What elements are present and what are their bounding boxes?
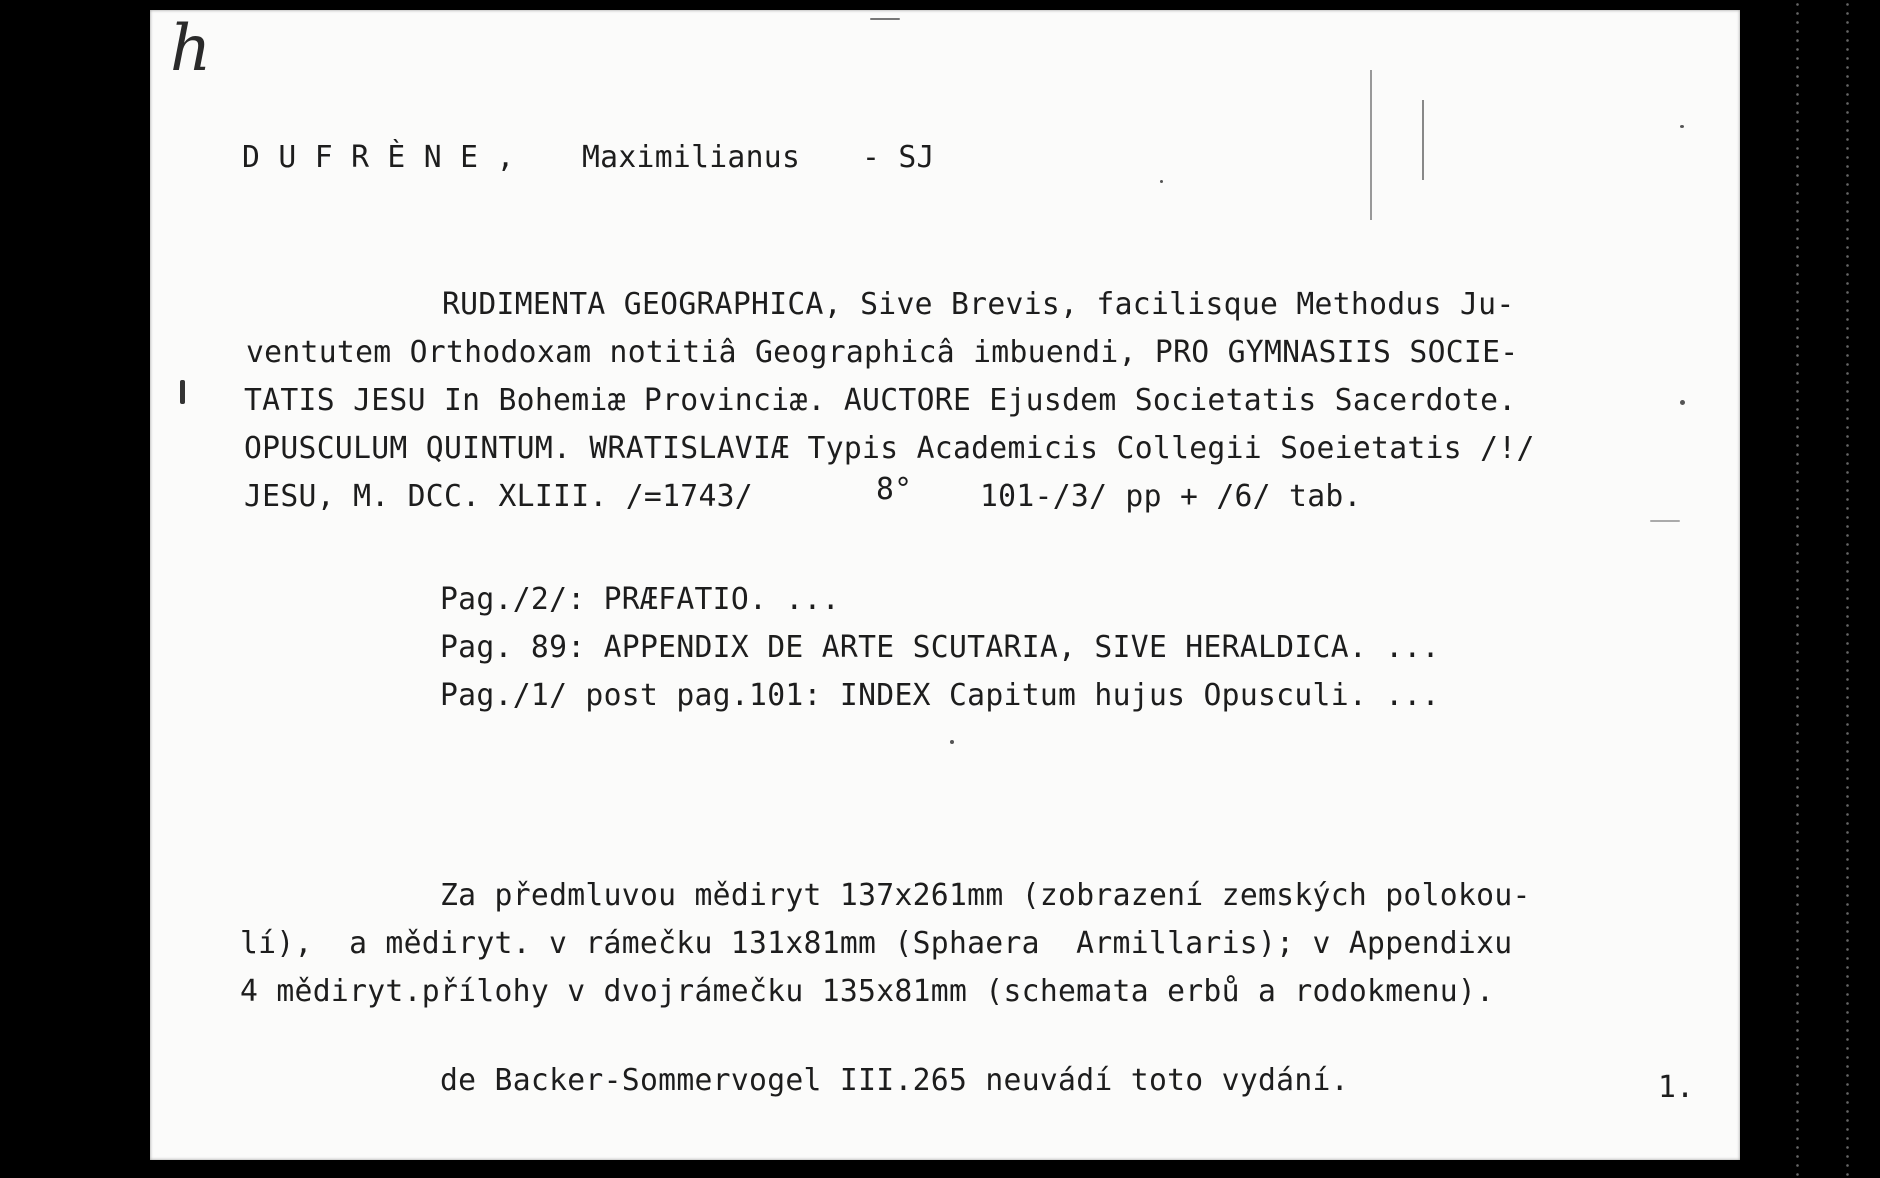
scan-artifact-speck [1680,400,1685,405]
note-line: 4 mědiryt.přílohy v dvojrámečku 135x81mm (schemata erbů a rodokmenu). [240,974,1495,1009]
scan-edge-dots [1846,0,1849,1178]
reference-line: de Backer-Sommervogel III.265 neuvádí toto vydání. [440,1063,1349,1098]
contents-line: Pag./1/ post pag.101: INDEX Capitum hujus Opusculi. ... [440,678,1440,713]
title-line: TATIS JESU In Bohemiæ Provinciæ. AUCTORE Ejusdem Societatis Sacerdote. [244,383,1517,418]
scan-artifact-line [1422,100,1424,180]
scan-artifact-speck [180,380,185,404]
scan-edge-dots [1796,0,1799,1178]
author-surname: D U F R È N E , [242,140,515,175]
catalog-card [150,10,1740,1160]
scan-artifact-speck [1680,125,1684,128]
format-size: 8° [876,472,913,507]
title-line: RUDIMENTA GEOGRAPHICA, Sive Brevis, facilisque Methodus Ju- [442,287,1515,322]
title-line: OPUSCULUM QUINTUM. WRATISLAVIÆ Typis Academicis Collegii Soeietatis /!/ [244,431,1535,466]
scan-artifact-speck [1650,520,1680,522]
scan-artifact-speck [1160,180,1163,183]
scan-artifact-speck [950,740,954,744]
handwritten-mark: h [170,12,212,86]
note-line: lí), a mědiryt. v rámečku 131x81mm (Sphaera Armillaris); v Appendixu [240,926,1513,961]
contents-line: Pag. 89: APPENDIX DE ARTE SCUTARIA, SIVE HERALDICA. ... [440,630,1440,665]
note-line: Za předmluvou mědiryt 137x261mm (zobrazení zemských polokou- [440,878,1531,913]
contents-line: Pag./2/: PRÆFATIO. ... [440,582,840,617]
author-order: - SJ [862,140,935,175]
extent: 101-/3/ pp + /6/ tab. [980,479,1362,514]
scan-artifact-line [1370,70,1372,220]
title-line: ventutem Orthodoxam notitiâ Geographicâ imbuendi, PRO GYMNASIIS SOCIE- [246,335,1519,370]
author-given-name: Maximilianus [582,140,801,175]
card-number: 1. [1658,1070,1695,1105]
scan-artifact-speck [870,18,900,20]
title-line: JESU, M. DCC. XLIII. /=1743/ [244,479,753,514]
